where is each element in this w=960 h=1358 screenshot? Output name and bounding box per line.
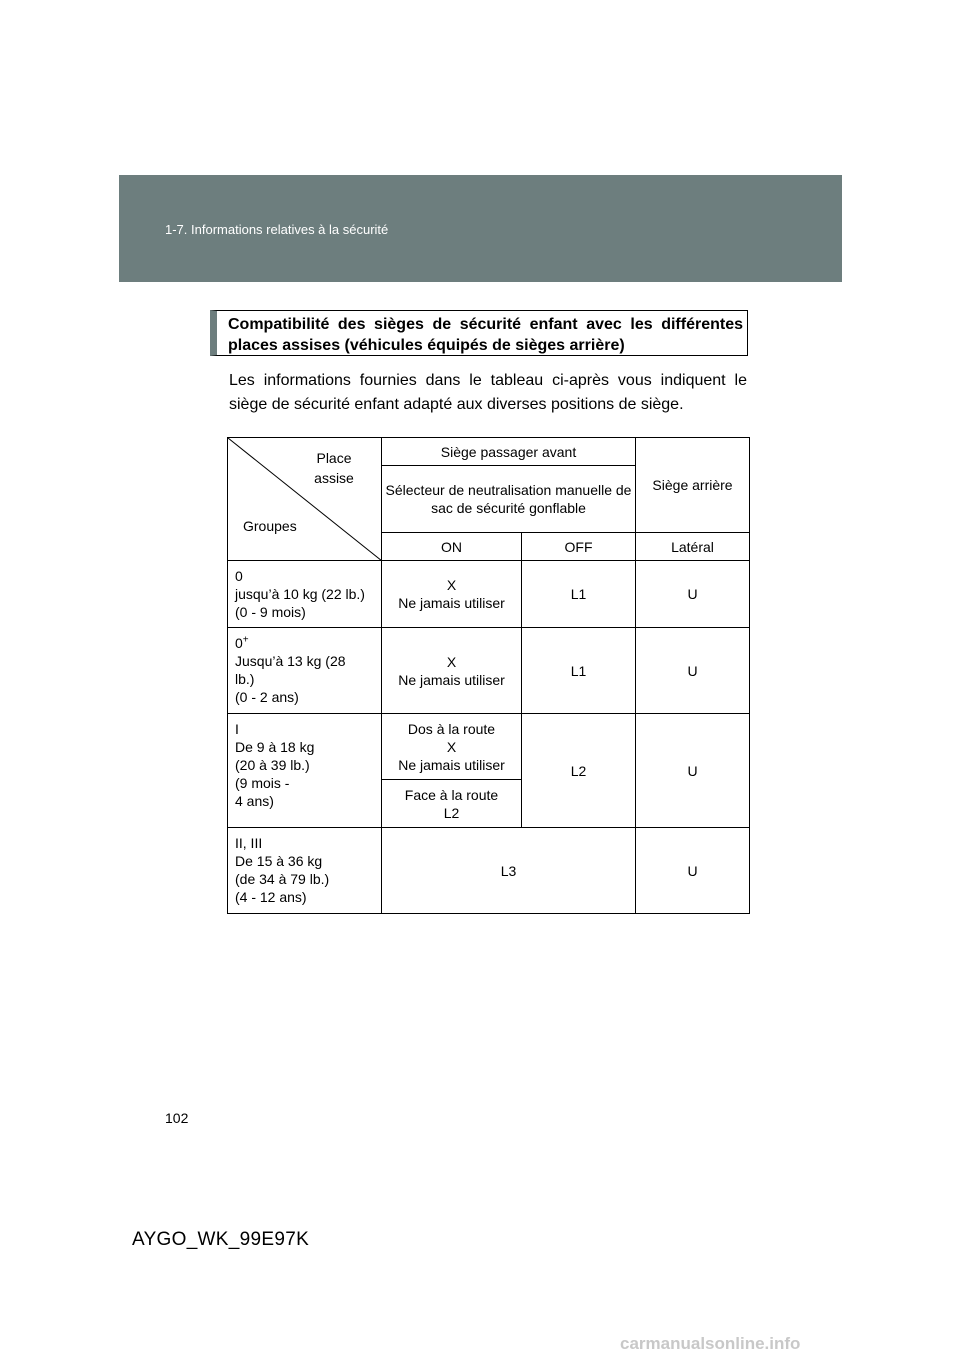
on-forward-facing-cell: [382, 780, 522, 828]
compatibility-table: [227, 437, 750, 914]
cell-line: Face à la route: [404, 786, 499, 803]
table-corner-cell: [228, 438, 382, 561]
cell-line: Ne jamais utiliser: [398, 595, 505, 611]
group-line: 4 ans): [235, 793, 274, 809]
page-number: 102: [165, 1110, 189, 1126]
lateral-cell: U: [636, 628, 750, 714]
corner-label-place: [304, 448, 364, 488]
group-line: II, III: [235, 835, 263, 851]
col-lateral-header: Latéral: [636, 533, 750, 561]
corner-place-line: assise: [314, 470, 354, 486]
on-cell: [382, 561, 522, 628]
group-line: De 9 à 18 kg: [235, 739, 315, 755]
cell-line: Ne jamais utiliser: [398, 756, 505, 773]
group-line: (4 - 12 ans): [235, 889, 307, 905]
group-line: (9 mois -: [235, 775, 290, 791]
group-line: (0 - 2 ans): [235, 689, 299, 705]
group-line: lb.): [235, 671, 255, 687]
group-line: 0: [235, 568, 243, 584]
group-line: (de 34 à 79 lb.): [235, 871, 330, 887]
off-cell: L2: [522, 714, 636, 828]
group-cell: [228, 714, 382, 828]
cell-line: L2: [443, 804, 460, 821]
cell-line: X: [446, 738, 457, 755]
group-cell: [228, 561, 382, 628]
table-row: [228, 628, 750, 714]
off-cell: L1: [522, 561, 636, 628]
group-line: (20 à 39 lb.): [235, 757, 310, 773]
lateral-cell: U: [636, 561, 750, 628]
group-line: I: [235, 721, 239, 737]
table-row: [228, 828, 750, 914]
group-superscript: +: [242, 634, 249, 646]
col-on-header: ON: [382, 533, 522, 561]
lateral-cell: U: [636, 828, 750, 914]
table-row: [228, 714, 750, 780]
document-code: AYGO_WK_99E97K: [132, 1229, 310, 1250]
section-title: Compatibilité des sièges de sécurité enfant avec les différentes places assises (véhicules équipés de sièges arrière): [210, 310, 748, 356]
on-rear-facing-cell: [382, 714, 522, 780]
section-label: 1-7. Informations relatives à la sécurité: [165, 222, 389, 237]
off-cell: L1: [522, 628, 636, 714]
lateral-cell: U: [636, 714, 750, 828]
intro-paragraph: Les informations fournies dans le tableau ci-après vous indiquent le siège de sécurité enfant adapté aux diverses positions de siège.: [229, 372, 747, 413]
rear-seat-header: Siège arrière: [636, 438, 750, 533]
cell-line: X: [446, 577, 457, 593]
airbag-selector-header: Sélecteur de neutralisation manuelle de sac de sécurité gonflable: [382, 466, 636, 533]
cell-line: X: [446, 653, 457, 670]
corner-place-line: Place: [316, 450, 352, 466]
front-seat-cell: L3: [382, 828, 636, 914]
front-seat-header: Siège passager avant: [382, 438, 636, 466]
group-line: (0 - 9 mois): [235, 604, 306, 620]
group-cell: [228, 628, 382, 714]
col-off-header: OFF: [522, 533, 636, 561]
table-header-row: [228, 438, 750, 466]
table-row: [228, 561, 750, 628]
on-cell: [382, 628, 522, 714]
watermark: carmanualsonline.info: [620, 1334, 801, 1353]
corner-label-groups: Groupes: [243, 518, 297, 534]
cell-line: Ne jamais utiliser: [398, 671, 505, 688]
group-line: [235, 634, 381, 652]
group-line: jusqu’à 10 kg (22 lb.): [235, 586, 365, 602]
group-line: Jusqu’à 13 kg (28: [235, 653, 346, 669]
group-cell: [228, 828, 382, 914]
group-line: De 15 à 36 kg: [235, 853, 323, 869]
cell-line: Dos à la route: [407, 720, 496, 737]
group-number: 0: [235, 635, 243, 651]
